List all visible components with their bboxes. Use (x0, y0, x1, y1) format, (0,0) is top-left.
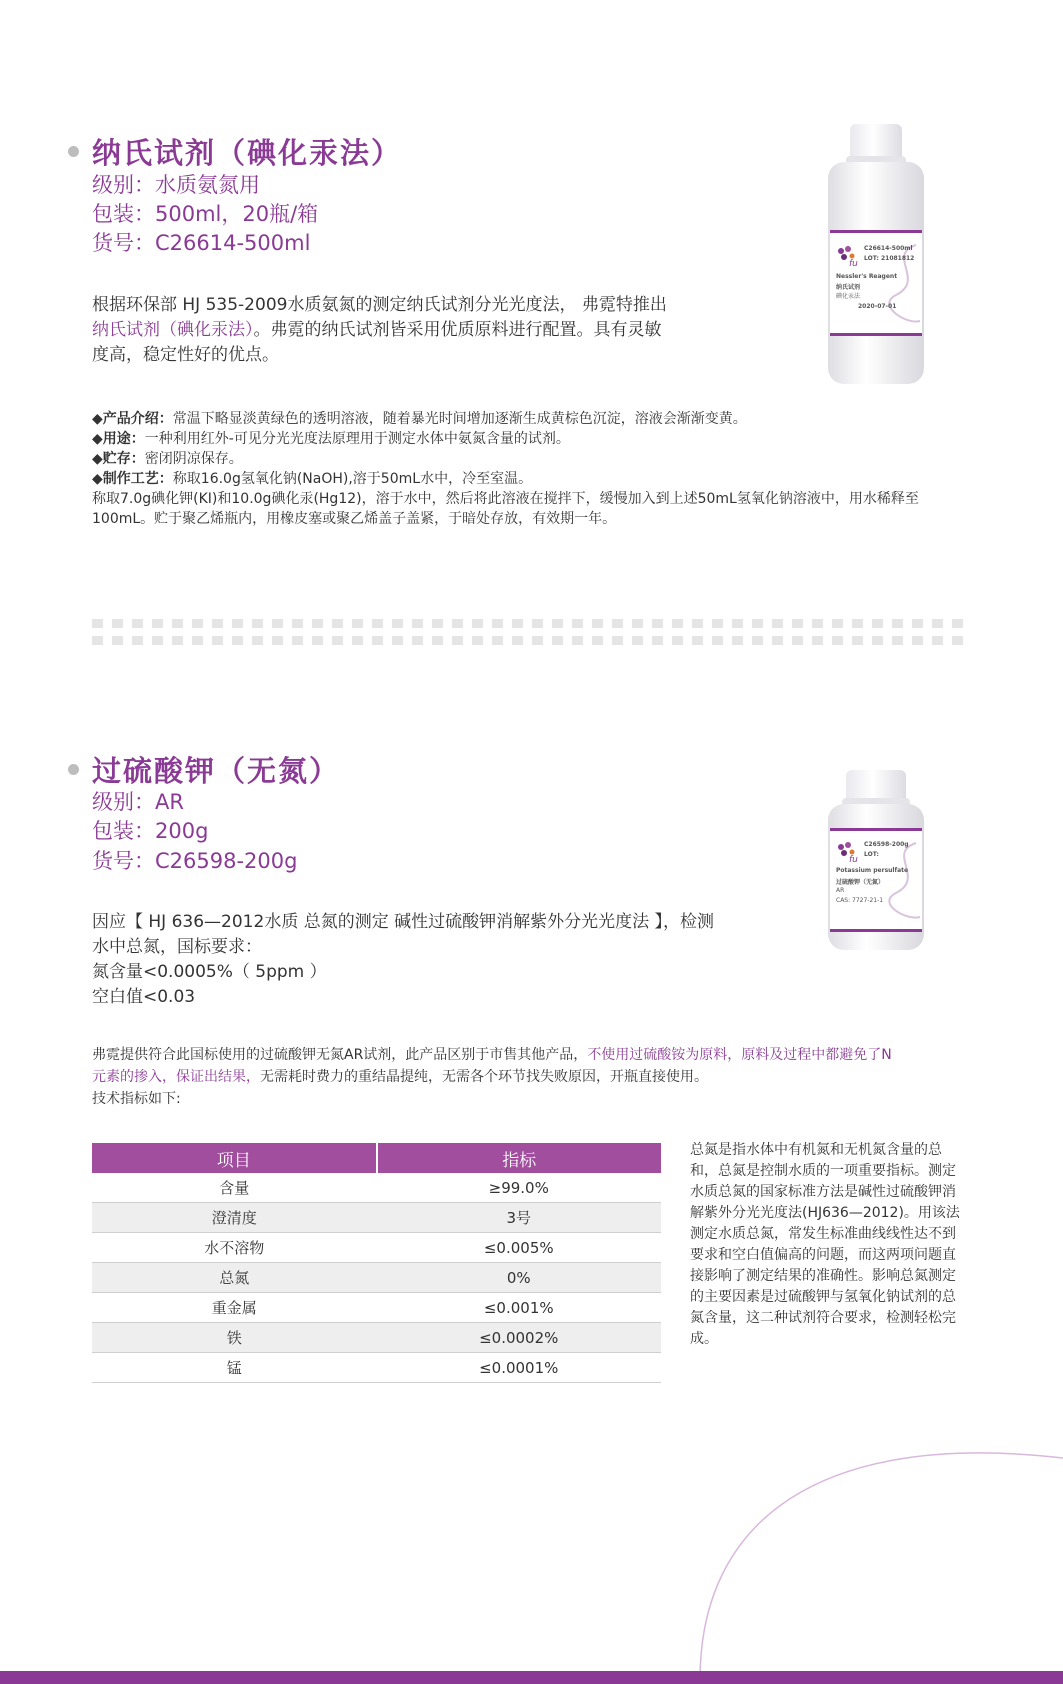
table-cell: ≤0.001% (377, 1293, 662, 1323)
label-text: 纳氏试剂 (836, 284, 861, 291)
label-text: 2020-07-01 (858, 303, 897, 310)
intro-highlight: 纳氏试剂（碘化汞法） (92, 320, 254, 340)
label-text: CAS: 7727-21-1 (836, 897, 884, 904)
table-cell: 锰 (92, 1353, 377, 1383)
product2-title: 过硫酸钾（无氮） (92, 754, 341, 788)
intro-line: 度高，稳定性好的优点。 (92, 345, 279, 365)
label-text: 碘化汞法 (836, 293, 861, 300)
detail-item: ◆产品介绍：常温下略显淡黄绿色的透明溶液，随着暴光时间增加逐渐生成黄棕色沉淀，溶液会渐渐变黄。 (92, 411, 747, 427)
label-text: 过硫酸钾（无氮） (836, 879, 885, 886)
table-cell: 0% (377, 1263, 662, 1293)
label-text: LOT: 21081812 (864, 255, 915, 262)
table-cell: ≥99.0% (377, 1173, 662, 1203)
svg-text:fu: fu (849, 259, 858, 267)
table-header: 指标 (377, 1143, 662, 1173)
product1-code: 货号：C26614-500ml (92, 231, 311, 255)
table-cell: 澄清度 (92, 1203, 377, 1233)
intro-line: 因应【 HJ 636—2012水质 总氮的测定 碱性过硫酸钾消解紫外分光光度法 】，检测 (92, 912, 715, 932)
intro-line: 根据环保部 HJ 535-2009水质氨氮的测定纳氏试剂分光光度法， 弗霓特推出 (92, 295, 667, 315)
intro-line: 水中总氮，国标要求： (92, 937, 262, 957)
label-text: Potassium persulfate (836, 867, 909, 874)
intro-line: 氮含量<0.0005%（ 5ppm ） (92, 962, 327, 982)
footer-bar (0, 1671, 1063, 1684)
intro-line: 空白值<0.03 (92, 987, 196, 1007)
detail-item: ◆用途：一种利用红外-可见分光光度法原理用于测定水体中氨氮含量的试剂。 (92, 431, 570, 447)
table-cell: 重金属 (92, 1293, 377, 1323)
product2-grade: 级别：AR (92, 790, 184, 814)
table-cell: 水不溶物 (92, 1233, 377, 1263)
desc-line: 技术指标如下: (92, 1091, 181, 1107)
table-cell: 总氮 (92, 1263, 377, 1293)
label-text: Nessler's Reagent (836, 273, 898, 280)
label-text: C26598-200g (864, 841, 909, 848)
table-cell: 铁 (92, 1323, 377, 1353)
table-cell: ≤0.0002% (377, 1323, 662, 1353)
table-cell: ≤0.0001% (377, 1353, 662, 1383)
product2-package: 包装：200g (92, 819, 209, 843)
product2-code: 货号：C26598-200g (92, 849, 298, 873)
label-text: LOT: (864, 851, 879, 858)
desc-line: 弗霓提供符合此国标使用的过硫酸钾无氮AR试剂，此产品区别于市售其他产品，不使用过硫酸铵为原料，原料及过程中都避免了N (92, 1047, 892, 1063)
detail-continuation: 称取7.0g碘化钾(KI)和10.0g碘化汞(Hg12)，溶于水中，然后将此溶液在搅拌下，缓慢加入到上述50mL氢氧化钠溶液中，用水稀释至100mL。贮于聚乙烯瓶内，用橡皮塞或聚乙烯盖子盖紧，于暗处存放，有效期一年。 (92, 491, 919, 527)
product1-title: 纳氏试剂（碘化汞法） (92, 136, 403, 170)
product1-package: 包装：500ml，20瓶/箱 (92, 202, 319, 226)
table-cell: 3号 (377, 1203, 662, 1233)
label-text: AR (836, 887, 845, 894)
detail-item: ◆制作工艺：称取16.0g氢氧化钠(NaOH),溶于50mL水中，冷至室温。 (92, 471, 533, 487)
side-note: 总氮是指水体中有机氮和无机氮含量的总和，总氮是控制水质的一项重要指标。测定水质总氮的国家标准方法是碱性过硫酸钾消解紫外分光光度法(HJ636—2012)。用该法测定水质总氮，常发生标准曲线线性达不到要求和空白值偏高的问题，而这两项问题直接影响了测定结果的准确性。影响总氮测定的主要因素是过硫酸钾与氢氧化钠试剂的总氮含量，这二种试剂符合要求，检测轻松完成。 (690, 1142, 960, 1347)
table-header: 项目 (92, 1143, 377, 1173)
table-cell: 含量 (92, 1173, 377, 1203)
svg-text:fu: fu (849, 855, 858, 863)
intro-text: 。弗霓的纳氏试剂皆采用优质原料进行配置。具有灵敏 (253, 320, 662, 340)
table-cell: ≤0.005% (377, 1233, 662, 1263)
label-text: C26614-500ml (864, 245, 913, 252)
product1-grade: 级别：水质氨氮用 (92, 173, 260, 197)
desc-line: 元素的掺入，保证出结果，无需耗时费力的重结晶提纯，无需各个环节找失败原因，开瓶直接使用。 (92, 1069, 708, 1085)
detail-item: ◆贮存：密闭阴凉保存。 (92, 451, 243, 467)
